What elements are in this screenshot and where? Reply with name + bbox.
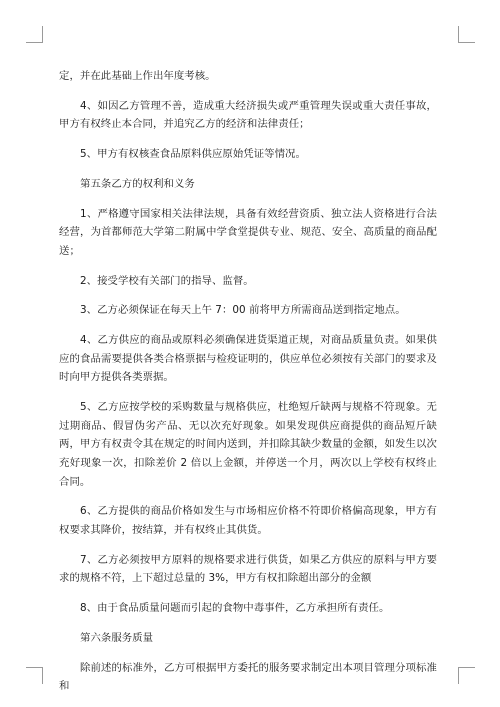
paragraph: 1、严格遵守国家相关法律法规，具备有效经营资质、独立法人资格进行合法经营，为首都师范大学第二附属中学食堂提供专业、规范、安全、高质量的商品配送； (59, 207, 437, 257)
paragraph: 5、甲方有权核查食品原料供应原始凭证等情况。 (80, 148, 306, 161)
paragraph: 4、乙方供应的商品或原料必须确保进货渠道正规，对商品质量负责。如果供应的食品需要提供各类合格票据与检疫证明的，供应单位必须按有关部门的要求及时向甲方提供各类票据。 (59, 334, 437, 384)
document-body (59, 67, 437, 707)
paragraph: 除前述的标准外，乙方可根据甲方委托的服务要求制定出本项目管理分项标准和 (59, 661, 437, 693)
paragraph: 定，并在此基础上作出年度考核。 (59, 70, 216, 82)
section-heading: 第六条服务质量 (80, 631, 154, 644)
paragraph: 8、由于食品质量问题而引起的食物中毒事件，乙方承担所有责任。 (80, 602, 390, 615)
crop-mark-top-left (26, 26, 43, 43)
paragraph: 3、乙方必须保证在每天上午 7：00 前将甲方所需商品送到指定地点。 (80, 304, 406, 317)
section-heading: 第五条乙方的权利和义务 (80, 177, 195, 190)
paragraph: 4、如因乙方管理不善，造成重大经济损失或严重管理失误或重大责任事故，甲方有权终止本合同，并追究乙方的经济和法律责任； (59, 99, 437, 131)
paragraph: 6、乙方提供的商品价格如发生与市场相应价格不符即价格偏高现象，甲方有权要求其降价，按结算，并有权终止其供货。 (59, 505, 437, 536)
paragraph: 2、接受学校有关部门的指导、监督。 (80, 274, 254, 287)
paragraph: 5、乙方应按学校的采购数量与规格供应，杜绝短斤缺两与规格不符现象。无过期商品、假冒伪劣产品、无以次充好现象。如果发现供应商提供的商品短斤缺两，甲方有权责令其在规定的时间内送到，并扣除其缺少数量的金额，如发生以次充好现象一次，扣除差价 2 倍以上金额，并停送一个月，两次以上学校有权终止合同。 (59, 401, 437, 488)
crop-mark-bottom-right (458, 667, 475, 684)
crop-mark-top-right (458, 26, 475, 43)
crop-mark-bottom-left (26, 667, 43, 684)
paragraph: 7、乙方必须按甲方原料的规格要求进行供货，如果乙方供应的原料与甲方要求的规格不符，上下超过总量的 3%，甲方有权扣除超出部分的金额 (59, 553, 437, 585)
